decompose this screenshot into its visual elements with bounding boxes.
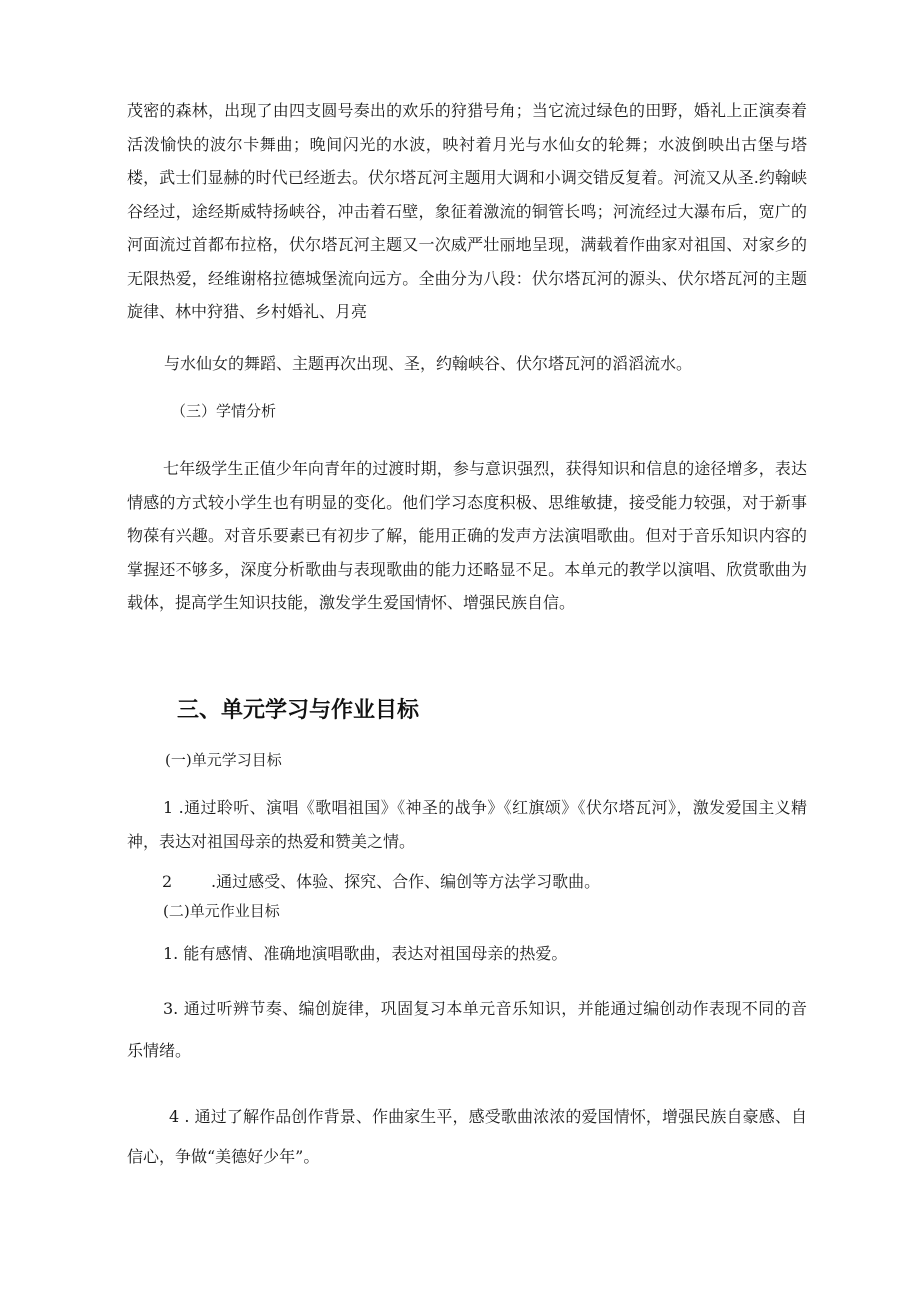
homework-goal-1: 1. 能有感情、准确地演唱歌曲，表达对祖国母亲的热爱。 — [163, 944, 568, 963]
section-heading-student-analysis: （三）学情分析 — [171, 402, 277, 420]
paragraph-moldau-description: 茂密的森林，出现了由四支圆号奏出的欢乐的狩猎号角；当它流过绿色的田野，婚礼上正演奏着活泼愉快的波尔卡舞曲；晚间闪光的水波，映衬着月光与水仙女的轮舞；水波倒映出古堡与塔楼，武士们显赫的时代已经逝去。伏尔塔瓦河主题用大调和小调交错反复着。河流又从圣.约翰峡谷经过，途经斯威特扬峡谷，冲击着石壁，象征着激流的铜管长鸣；河流经过大瀑布后，宽广的河面流过首都布拉格，伏尔塔瓦河主题又一次威严壮丽地呈现，满载着作曲家对祖国、对家乡的无限热爱，经维谢格拉德城堡流向远方。全曲分为八段：伏尔塔瓦河的源头、伏尔塔瓦河的主题旋律、林中狩猎、乡村婚礼、月亮 — [127, 101, 807, 321]
subheading-learning-goals: (一)单元学习目标 — [165, 751, 282, 769]
learning-goal-2-text: .通过感受、体验、探究、合作、编创等方法学习歌曲。 — [211, 872, 601, 891]
main-heading-unit-goals: 三、单元学习与作业目标 — [177, 698, 420, 723]
learning-goal-2-number: 2 — [162, 872, 173, 891]
homework-goal-3: 3. 通过听辨节奏、编创旋律，巩固复习本单元音乐知识，并能通过编创动作表现不同的音乐情绪。 — [127, 999, 807, 1060]
homework-goal-4: 4 . 通过了解作品创作背景、作曲家生平，感受歌曲浓浓的爱国情怀，增强民族自豪感、自信心，争做“美德好少年”。 — [127, 1107, 807, 1166]
paragraph-moldau-continuation: 与水仙女的舞蹈、主题再次出现、圣，约翰峡谷、伏尔塔瓦河的滔滔流水。 — [164, 354, 693, 373]
paragraph-student-analysis: 七年级学生正值少年向青年的过渡时期，参与意识强烈，获得知识和信息的途径增多，表达情感的方式较小学生也有明显的变化。他们学习态度积极、思维敏捷，接受能力较强，对于新事物葆有兴趣。对音乐要素已有初步了解，能用正确的发声方法演唱歌曲。但对于音乐知识内容的掌握还不够多，深度分析歌曲与表现歌曲的能力还略显不足。本单元的教学以演唱、欣赏歌曲为载体，提高学生知识技能，激发学生爱国情怀、增强民族自信。 — [127, 459, 807, 612]
subheading-homework-goals: (二)单元作业目标 — [163, 902, 280, 920]
learning-goal-1: 1 .通过聆听、演唱《歌唱祖国》《神圣的战争》《红旗颂》《伏尔塔瓦河》，激发爱国主义精神，表达对祖国母亲的热爱和赞美之情。 — [127, 798, 807, 851]
